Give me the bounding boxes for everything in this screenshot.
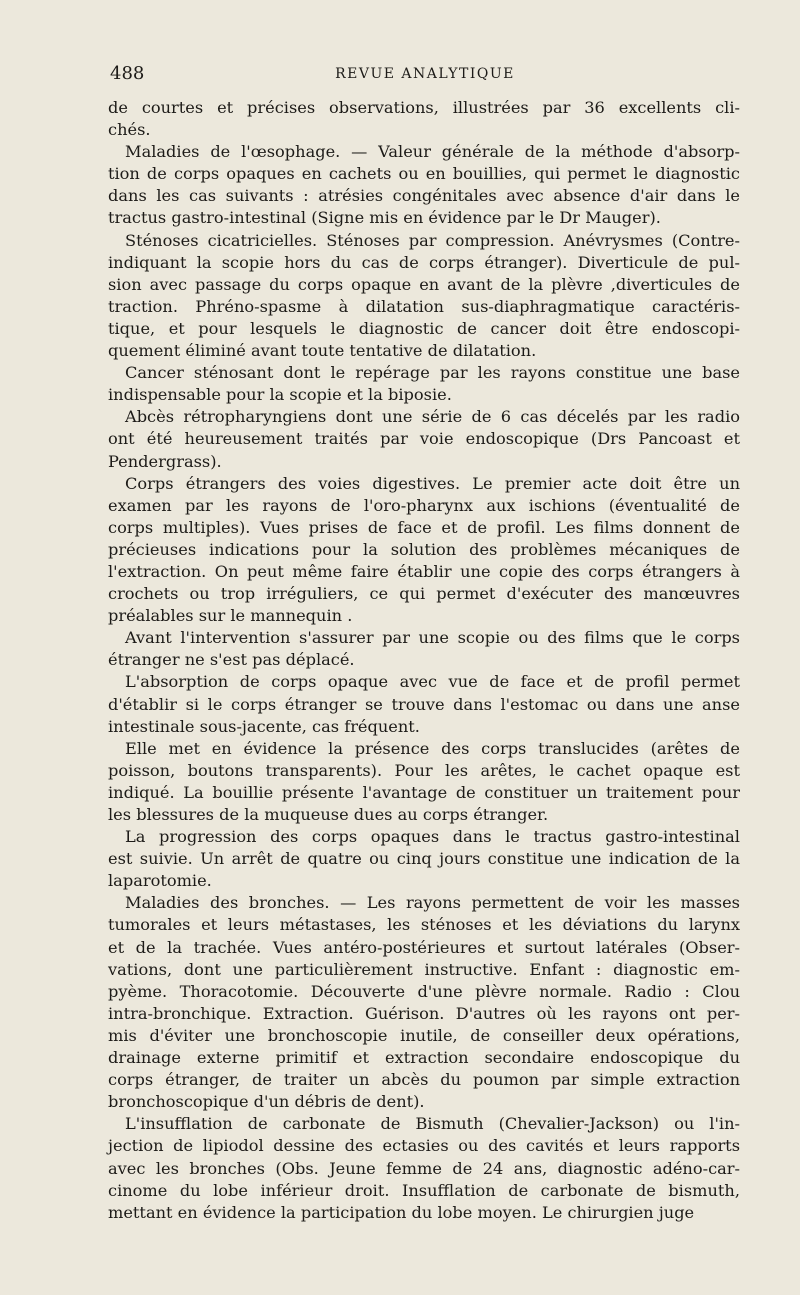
text-line: vations, dont une particulièrement instructive. Enfant : diagnostic em- [108,959,740,979]
text-line: d'établir si le corps étranger se trouve dans l'estomac ou dans une anse [108,694,740,714]
body-text [108,97,740,1224]
paragraph [108,671,740,737]
text-line: intra-bronchique. Extraction. Guérison. D'autres où les rayons ont per- [108,1003,740,1023]
text-line: intestinale sous-jacente, cas fréquent. [108,716,420,736]
text-line: Maladies de l'œsophage. — Valeur générale de la méthode d'absorp- [125,142,740,162]
paragraph [108,627,740,671]
text-line: poisson, boutons transparents). Pour les arêtes, le cachet opaque est [108,760,740,780]
text-line: laparotomie. [108,871,212,891]
paragraph [108,141,740,229]
text-line: cinome du lobe inférieur droit. Insufflation de carbonate de bismuth, [108,1180,740,1200]
text-line: jection de lipiodol dessine des ectasies ou des cavités et leurs rapports [108,1136,740,1156]
text-line: Pendergrass). [108,451,222,471]
text-line: mettant en évidence la participation du lobe moyen. Le chirurgien juge [108,1202,695,1222]
text-line: chés. [108,120,151,140]
text-line: tique, et pour lesquels le diagnostic de cancer doit être endoscopi- [108,318,740,338]
text-line: est suivie. Un arrêt de quatre ou cinq jours constitue une indication de la [108,849,740,869]
text-line: tumorales et leurs métastases, les sténoses et les déviations du larynx [108,915,740,935]
text-line: indispensable pour la scopie et la biposie. [108,385,452,405]
paragraph [108,230,740,363]
text-line: précieuses indications pour la solution des problèmes mécaniques de [108,539,740,559]
page-header [110,63,740,87]
text-line: Cancer sténosant dont le repérage par les rayons constitue une base [125,363,740,383]
text-line: pyème. Thoracotomie. Découverte d'une plèvre normale. Radio : Clou [108,981,740,1001]
running-title: REVUE ANALYTIQUE [335,66,515,82]
text-line: Elle met en évidence la présence des corps translucides (arêtes de [125,738,740,758]
paragraph [108,1113,740,1223]
paragraph [108,738,740,826]
text-line: drainage externe primitif et extraction secondaire endoscopique du [108,1048,740,1068]
paragraph [108,826,740,892]
text-line: dans les cas suivants : atrésies congénitales avec absence d'air dans le [108,186,740,206]
text-line: mis d'éviter une bronchoscopie inutile, de conseiller deux opérations, [108,1025,740,1045]
text-line: préalables sur le mannequin . [108,606,353,626]
text-line: L'absorption de corps opaque avec vue de face et de profil permet [125,672,740,692]
text-line: sion avec passage du corps opaque en avant de la plèvre ,diverticules de [108,274,740,294]
paragraph [108,97,740,141]
paragraph [108,892,740,1113]
text-line: corps étranger, de traiter un abcès du poumon par simple extraction [108,1070,740,1090]
text-line: ont été heureusement traités par voie endoscopique (Drs Pancoast et [108,429,740,449]
text-line: quement éliminé avant toute tentative de dilatation. [108,341,537,361]
paragraph [108,406,740,472]
text-line: étranger ne s'est pas déplacé. [108,650,355,670]
text-line: Corps étrangers des voies digestives. Le premier acte doit être un [125,473,740,493]
text-line: La progression des corps opaques dans le tractus gastro-intestinal [125,827,740,847]
text-line: tion de corps opaques en cachets ou en bouillies, qui permet le diagnostic [108,164,740,184]
text-line: avec les bronches (Obs. Jeune femme de 24 ans, diagnostic adéno-car- [108,1158,740,1178]
text-line: bronchoscopique d'un débris de dent). [108,1092,425,1112]
text-line: indiquant la scopie hors du cas de corps étranger). Diverticule de pul- [108,252,740,272]
paragraph [108,473,740,628]
text-line: examen par les rayons de l'oro-pharynx aux ischions (éventualité de [108,495,740,515]
text-line: les blessures de la muqueuse dues au corps étranger. [108,805,549,824]
text-line: l'extraction. On peut même faire établir une copie des corps étrangers à [108,561,740,581]
text-line: Sténoses cicatricielles. Sténoses par compression. Anévrysmes (Contre- [125,230,740,250]
text-line: tractus gastro-intestinal (Signe mis en évidence par le Dr Mauger). [108,208,661,228]
text-line: et de la trachée. Vues antéro-postérieures et surtout latérales (Obser- [108,937,740,957]
page-number: 488 [110,63,145,84]
text-line: indiqué. La bouillie présente l'avantage de constituer un traitement pour [108,782,740,802]
paragraph [108,362,740,406]
text-line: corps multiples). Vues prises de face et de profil. Les films donnent de [108,517,740,537]
text-line: traction. Phréno-spasme à dilatation sus-diaphragmatique caractéris- [108,296,740,316]
text-line: crochets ou trop irréguliers, ce qui permet d'exécuter des manœuvres [108,584,740,604]
text-line: L'insufflation de carbonate de Bismuth (Chevalier-Jackson) ou l'in- [125,1114,740,1134]
text-line: de courtes et précises observations, illustrées par 36 excellents cli- [108,98,740,117]
text-line: Maladies des bronches. — Les rayons permettent de voir les masses [125,893,740,913]
text-line: Abcès rétropharyngiens dont une série de 6 cas décelés par les radio [125,407,740,427]
text-line: Avant l'intervention s'assurer par une scopie ou des films que le corps [125,628,740,648]
